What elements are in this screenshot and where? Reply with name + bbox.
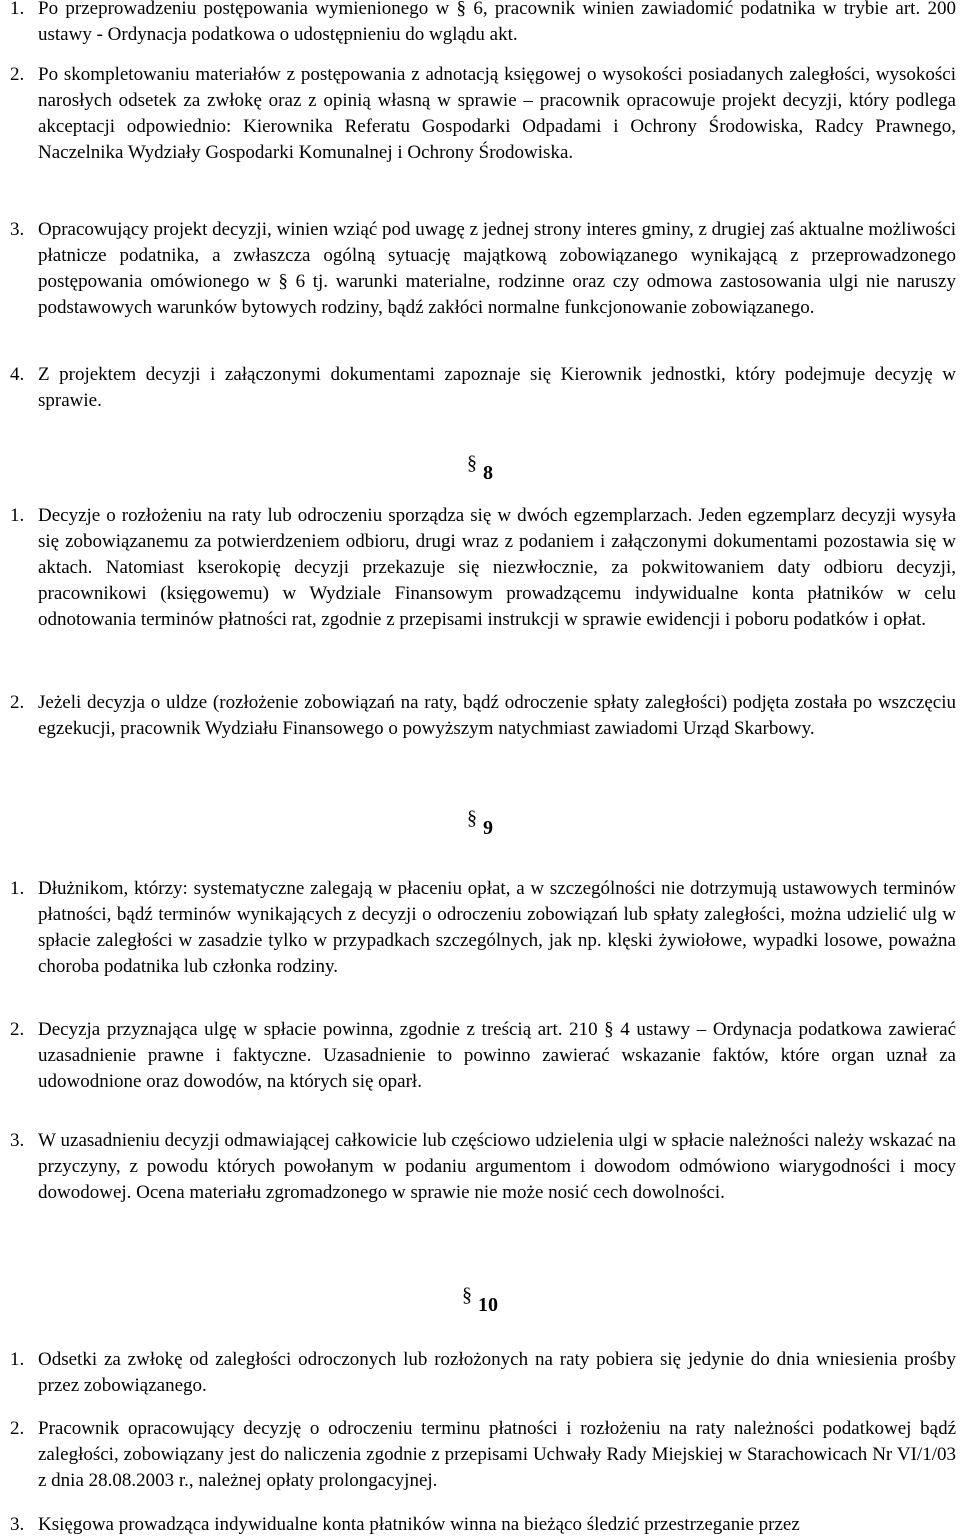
item-number: 4. [10, 364, 25, 385]
list-item [10, 690, 956, 742]
list-item [10, 1512, 956, 1538]
item-text: W uzasadnieniu decyzji odmawiającej całkowicie lub częściowo udzielenia ulgi w spłacie należności należy wskazać na przyczyny, z powodu których powołanym w podaniu argumentom i dowodom odmówiono wiarygodności i mocy dowodowej. Ocena materiału zgromadzonego w sprawie nie może nosić cech dowolności. [38, 1130, 956, 1203]
item-number: 1. [10, 0, 25, 19]
item-text: Opracowujący projekt decyzji, winien wziąć pod uwagę z jednej strony interes gminy, z drugiej zaś aktualne możliwości płatnicze podatnika, a zwłaszcza ogólną sytuację majątkową zobowiązanego wynikającą z przeprowadzonego postępowania omówionego w § 6 tj. warunki materialne, rodzinne oraz czy odmowa zastosowania ulgi nie naruszy podstawowych warunków bytowych rodziny, bądź zakłóci normalne funkcjonowanie zobowiązanego. [38, 219, 956, 318]
section-number: 8 [483, 462, 493, 484]
item-number: 3. [10, 1130, 25, 1151]
section-number: 9 [483, 817, 493, 839]
section-heading [0, 452, 960, 485]
list-item [10, 1416, 956, 1494]
list-item [10, 362, 956, 414]
item-text: Po skompletowaniu materiałów z postępowania z adnotacją księgowej o wysokości posiadanych zaległości, wysokości narosłych odsetek za zwłokę oraz z opinią własną w sprawie – pracownik opracowuje projekt decyzji, który podlega akceptacji odpowiednio: Kierownika Referatu Gospodarki Odpadami i Ochrony Środowiska, Radcy Prawnego, Naczelnika Wydziały Gospodarki Komunalnej i Ochrony Środowiska. [38, 64, 956, 163]
item-text: Jeżeli decyzja o uldze (rozłożenie zobowiązań na raty, bądź odroczenie spłaty zaległości) podjęta została po wszczęciu egzekucji, pracownik Wydziału Finansowego o powyższym natychmiast zawiadomi Urząd Skarbowy. [38, 692, 956, 739]
section-sign: § [462, 1284, 472, 1306]
section-sign: § [467, 807, 477, 829]
item-text: Księgowa prowadząca indywidualne konta płatników winna na bieżąco śledzić przestrzeganie przez [38, 1514, 800, 1535]
item-text: Pracownik opracowujący decyzję o odroczeniu terminu płatności i rozłożeniu na raty należności podatkowej bądź zaległości, zobowiązany jest do naliczenia zgodnie z przepisami Uchwały Rady Miejskiej w Starachowicach Nr VI/1/03 z dnia 28.08.2003 r., należnej opłaty prolongacyjnej. [38, 1418, 956, 1491]
section-number: 10 [478, 1294, 498, 1316]
section-heading [0, 807, 960, 840]
item-number: 2. [10, 64, 25, 85]
list-item [10, 217, 956, 321]
item-text: Decyzja przyznająca ulgę w spłacie powinna, zgodnie z treścią art. 210 § 4 ustawy – Ordynacja podatkowa zawierać uzasadnienie prawne i faktyczne. Uzasadnienie to powinno zawierać wskazanie faktów, które organ uznał za udowodnione oraz dowodów, na których się oparł. [38, 1019, 956, 1092]
item-text: Decyzje o rozłożeniu na raty lub odroczeniu sporządza się w dwóch egzemplarzach. Jeden egzemplarz decyzji wysyła się zobowiązanemu za potwierdzeniem odbioru, drugi wraz z podaniem i załączonymi dokumentami pozostawia się w aktach. Natomiast kserokopię decyzji przekazuje się niezwłocznie, za pokwitowaniem daty odbioru decyzji, pracownikowi (księgowemu) w Wydziale Finansowym prowadzącemu indywidualne konta płatników w celu odnotowania terminów płatności rat, zgodnie z przepisami instrukcji w sprawie ewidencji i poboru podatków i opłat. [38, 505, 956, 630]
item-text: Po przeprowadzeniu postępowania wymienionego w § 6, pracownik winien zawiadomić podatnika w trybie art. 200 ustawy - Ordynacja podatkowa o udostępnieniu do wglądu akt. [38, 0, 956, 45]
item-number: 2. [10, 1019, 25, 1040]
item-text: Dłużnikom, którzy: systematyczne zalegają w płaceniu opłat, a w szczególności nie dotrzymują ustawowych terminów płatności, bądź terminów wynikających z decyzji o odroczeniu zobowiązań lub spłaty zaległości, można udzielić ulg w spłacie zaległości w zasadzie tylko w przypadkach szczególnych, jak np. klęski żywiołowe, wypadki losowe, poważna choroba podatnika lub członka rodziny. [38, 878, 956, 977]
list-item [10, 1128, 956, 1206]
item-number: 1. [10, 1349, 25, 1370]
item-number: 3. [10, 219, 25, 240]
list-item [10, 876, 956, 980]
item-number: 1. [10, 878, 25, 899]
section-sign: § [467, 452, 477, 474]
list-item [10, 1347, 956, 1399]
section-heading [0, 1284, 960, 1317]
item-number: 3. [10, 1514, 25, 1535]
list-item [10, 0, 956, 48]
list-item [10, 503, 956, 633]
item-number: 2. [10, 692, 25, 713]
list-item [10, 1017, 956, 1095]
item-number: 1. [10, 505, 25, 526]
list-item [10, 62, 956, 166]
item-text: Odsetki za zwłokę od zaległości odroczonych lub rozłożonych na raty pobiera się jedynie do dnia wniesienia prośby przez zobowiązanego. [38, 1349, 956, 1396]
item-number: 2. [10, 1418, 25, 1439]
item-text: Z projektem decyzji i załączonymi dokumentami zapoznaje się Kierownik jednostki, który podejmuje decyzję w sprawie. [38, 364, 956, 411]
